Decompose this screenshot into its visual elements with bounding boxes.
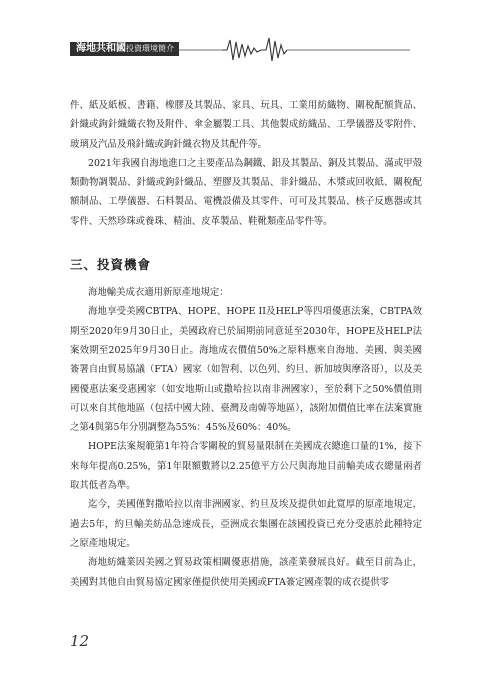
paragraph-textile-industry: 海地紡織業因美國之貿易政策相關優惠措施，該產業發展良好。截至目前為止，美國對其他自由貿易協定國家僅提供使用美國或FTA簽定國產製的成衣提供零 bbox=[70, 557, 422, 588]
paragraph-cbtpa-hope: 海地享受美國CBTPA、HOPE、HOPE II及HELP等四項優惠法案，CBTPA效期至2020年9月30日止，美國政府已於屆期前同意延至2030年，HOPE及HELP法案效期至2025年9月30日止。海地成衣價值50%之原料應來自海地、美國、與美國簽署自由貿易協議（FTA）國家（如智利、以色列、約旦、新加坡與摩洛哥），以及美國優惠法案受惠國家（如安地斯山或撒哈拉以南非洲國家），至於剩下之50%價值則可以來自其他地區（包括中國大陸、臺灣及南韓等地區），該附加價值比率在法案實施之第4與第5年分別調整為55%：45%及60%：40%。 bbox=[70, 306, 422, 434]
page-number: 12 bbox=[70, 632, 90, 650]
paragraph-continued-list: 件、紙及紙板、書籍、橡膠及其製品、家具、玩具、工業用紡織物、關稅配額貨品、針織或鉤針織織衣物及附件、傘金屬製工具、其他製成紡織品、工學儀器及零附件、玻璃及汽品及飛針織或鉤針織衣物及其配件等。 bbox=[70, 100, 422, 150]
paragraph-hope-quota: HOPE法案規範第1年符合零關稅的貿易量限制在美國成衣總進口量的1%，接下來每年提高0.25%，第1年限額數將以2.25億平方公尺與海地目前輸美成衣總量兩者取其低者為準。 bbox=[70, 441, 422, 492]
paragraph-imports-2021: 2021年我國自海地進口之主要產品為鋼鐵、鋁及其製品、銅及其製品、滿或甲殼類動物調製品、針織或鉤針織品、塑膠及其製品、非針織品、木漿或回收紙、關稅配額制品、工學儀器、石料製品、電機設備及其零件、可可及其製品、核子反應器或其零件、天然珍珠或養珠、精油、皮革製品、鞋靴類產品零件等。 bbox=[70, 157, 422, 227]
page-header bbox=[0, 0, 480, 78]
subheading-rules-of-origin: 海地輸美成衣適用新原產地規定： bbox=[88, 287, 229, 299]
page-body bbox=[70, 96, 422, 592]
header-title-sub: 投資環境簡介 bbox=[126, 44, 174, 53]
header-title-main: 海地共和國 bbox=[76, 43, 126, 54]
section-title: 三、投資機會 bbox=[70, 257, 152, 273]
header-wave-line bbox=[0, 34, 480, 66]
paragraph-origin-rules: 迄今，美國僅對撒哈拉以南非洲國家、約旦及埃及提供如此寬厚的原產地規定，過去5年，約旦輸美紡品急速成長，亞洲成衣集團在該國投資已充分受惠於此種特定之原產地規定。 bbox=[70, 499, 422, 549]
